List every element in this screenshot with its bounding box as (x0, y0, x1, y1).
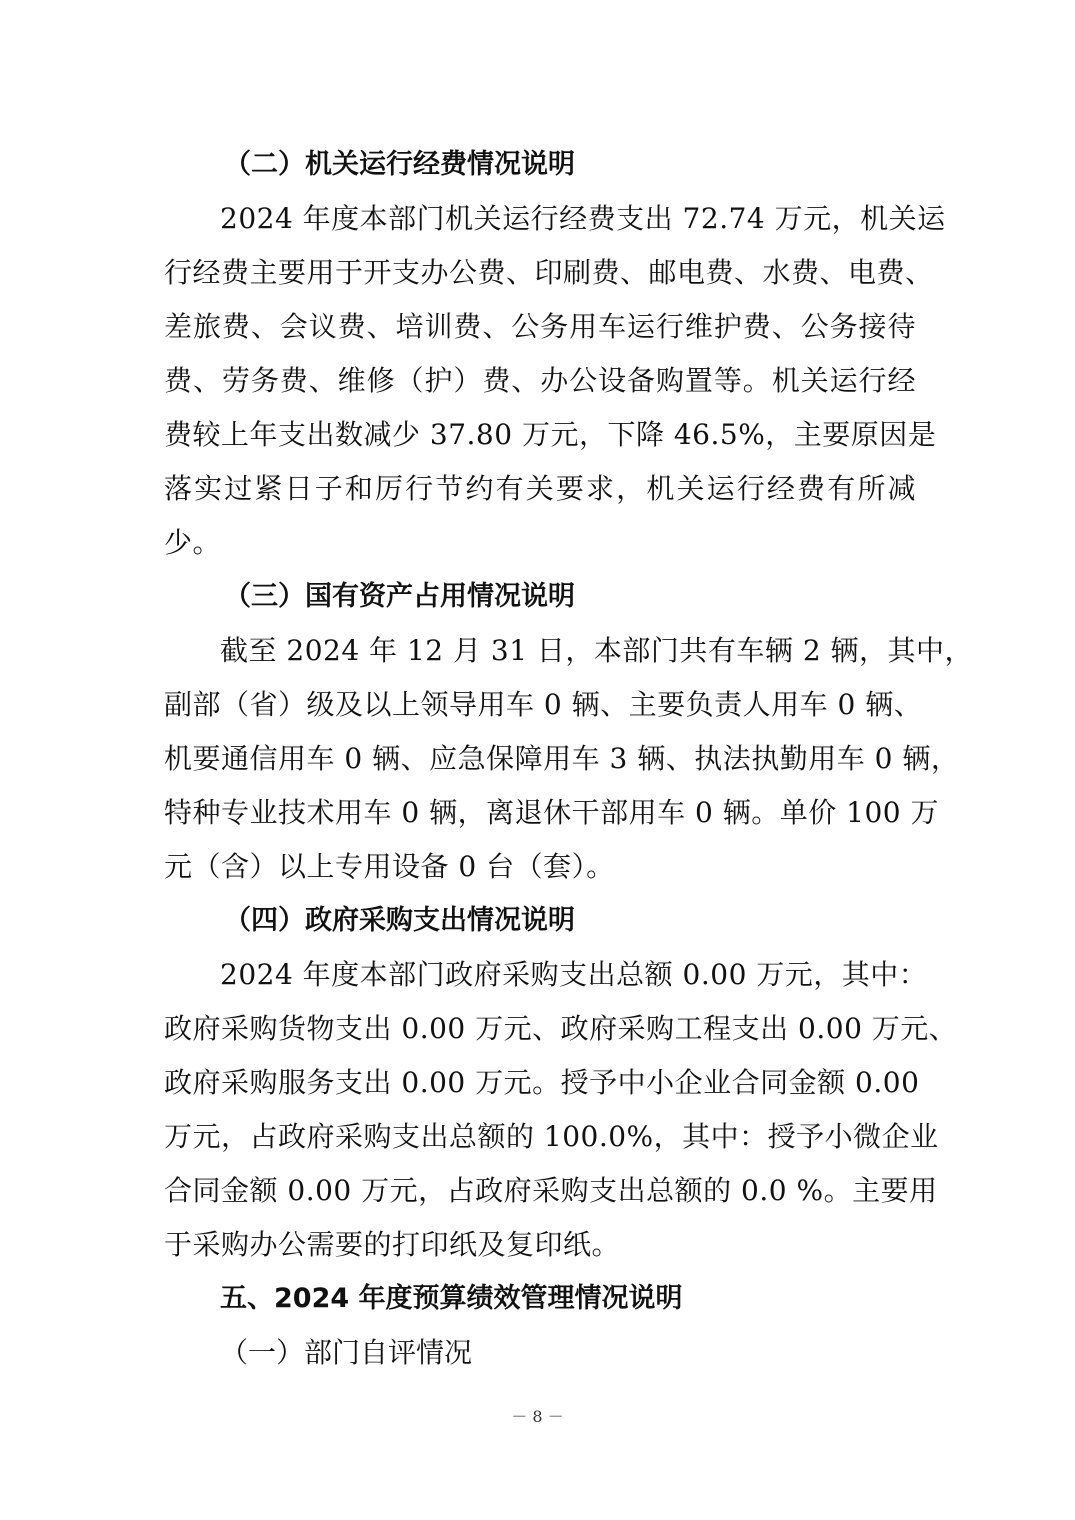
text-line: 2024 年度本部门政府采购支出总额 0.00 万元，其中： (220, 958, 928, 991)
section-heading-operating-expenses: （二）机关运行经费情况说明 (224, 149, 575, 180)
paragraph-operating-expenses (164, 192, 946, 570)
text-line: 行经费主要用于开支办公费、印刷费、邮电费、水费、电费、 (164, 256, 934, 289)
text-line: 费较上年支出数减少 37.80 万元，下降 46.5%，主要原因是 (164, 418, 937, 451)
text-line: 少。 (164, 526, 222, 559)
text-line: 政府采购货物支出 0.00 万元、政府采购工程支出 0.00 万元、 (164, 1012, 958, 1045)
paragraph-state-assets (164, 624, 974, 894)
paragraph-government-procurement (164, 948, 958, 1272)
text-line: 合同金额 0.00 万元，占政府采购支出总额的 0.0 %。主要用 (164, 1174, 938, 1207)
section-heading-state-assets: （三）国有资产占用情况说明 (224, 581, 575, 612)
text-line: 落实过紧日子和厉行节约有关要求，机关运行经费有所减 (164, 472, 916, 505)
text-line: 万元，占政府采购支出总额的 100.0%，其中：授予小微企业 (164, 1120, 939, 1153)
text-line: 政府采购服务支出 0.00 万元。授予中小企业合同金额 0.00 (164, 1066, 920, 1099)
text-line: 副部（省）级及以上领导用车 0 辆、主要负责人用车 0 辆、 (164, 688, 923, 721)
text-line: 2024 年度本部门机关运行经费支出 72.74 万元，机关运 (220, 202, 946, 235)
section-heading-government-procurement: （四）政府采购支出情况说明 (224, 905, 575, 936)
text-line: 元（含）以上专用设备 0 台（套）。 (164, 850, 615, 883)
text-line: 差旅费、会议费、培训费、公务用车运行维护费、公务接待 (164, 310, 916, 343)
text-line: 机要通信用车 0 辆、应急保障用车 3 辆、执法执勤用车 0 辆， (164, 742, 960, 775)
sub-heading-self-evaluation: （一）部门自评情况 (220, 1336, 473, 1369)
page-number: － 8 － (511, 1407, 564, 1426)
text-line: 特种专业技术用车 0 辆，离退休干部用车 0 辆。单价 100 万 (164, 796, 939, 829)
document-body (164, 138, 974, 1380)
chapter-heading-performance-management: 五、2024 年度预算绩效管理情况说明 (220, 1283, 683, 1314)
text-line: 截至 2024 年 12 月 31 日，本部门共有车辆 2 辆，其中， (220, 634, 974, 667)
text-line: 费、劳务费、维修（护）费、办公设备购置等。机关运行经 (164, 364, 916, 397)
text-line: 于采购办公需要的打印纸及复印纸。 (164, 1228, 621, 1261)
